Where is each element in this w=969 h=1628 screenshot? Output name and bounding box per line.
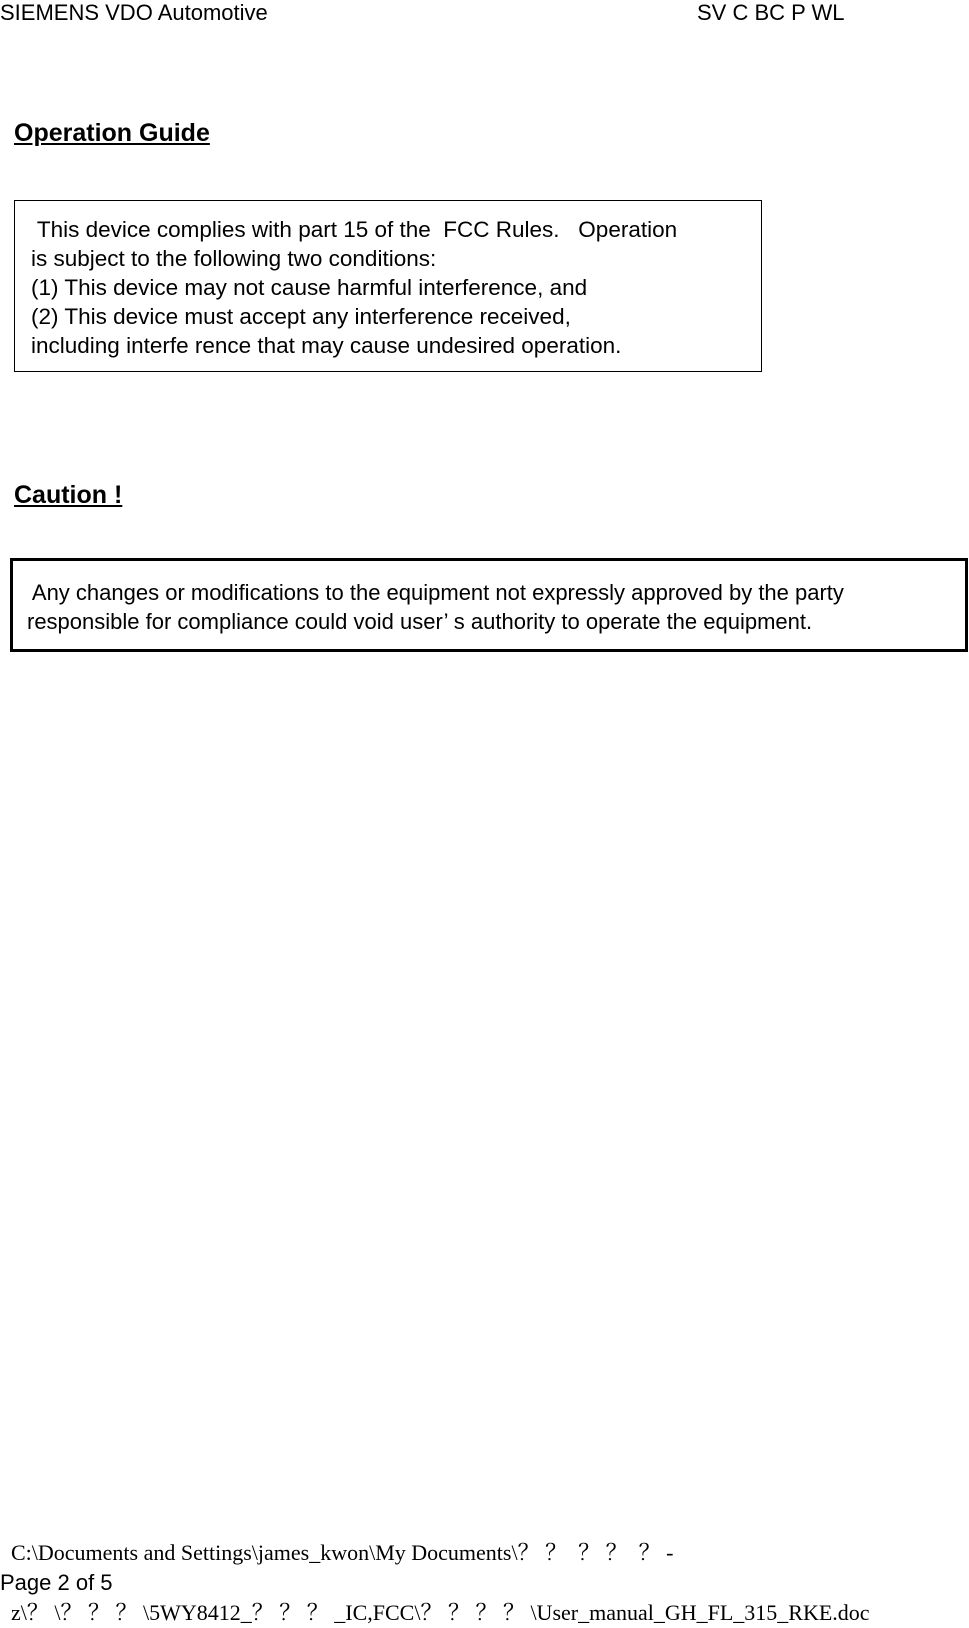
footer-path-line: C:\Documents and Settings\james_kwon\My Documents\？ ？ ？ ？ ？ - [11,1540,674,1565]
operation-guide-heading: Operation Guide [14,119,210,147]
fcc-notice-line: (2) This device must accept any interference received, [31,304,571,329]
fcc-compliance-notice-box [14,200,762,372]
fcc-notice-line: This device complies with part 15 of the FCC Rules. Operation [31,217,678,242]
caution-heading: Caution ! [14,481,123,509]
page-number: Page 2 of 5 [0,1570,113,1595]
footer-file-path [0,1508,870,1628]
caution-notice-line: responsible for compliance could void user’ s authority to operate the equipment. [27,609,813,634]
fcc-notice-line: (1) This device may not cause harmful interference, and [31,275,588,300]
header-company: SIEMENS VDO Automotive [0,0,268,25]
fcc-notice-line: including interfe rence that may cause undesired operation. [31,333,622,358]
caution-notice-line: Any changes or modifications to the equipment not expressly approved by the party [27,580,844,605]
footer-path-line: z\？ \？ ？ ？ \5WY8412_？ ？ ？ _IC,FCC\？ ？ ？ ？ \User_manual_GH_FL_315_RKE.doc [11,1600,870,1625]
caution-notice-box [10,558,968,652]
fcc-notice-line: is subject to the following two conditions: [31,246,437,271]
header-department-code: SV C BC P WL [697,0,845,25]
